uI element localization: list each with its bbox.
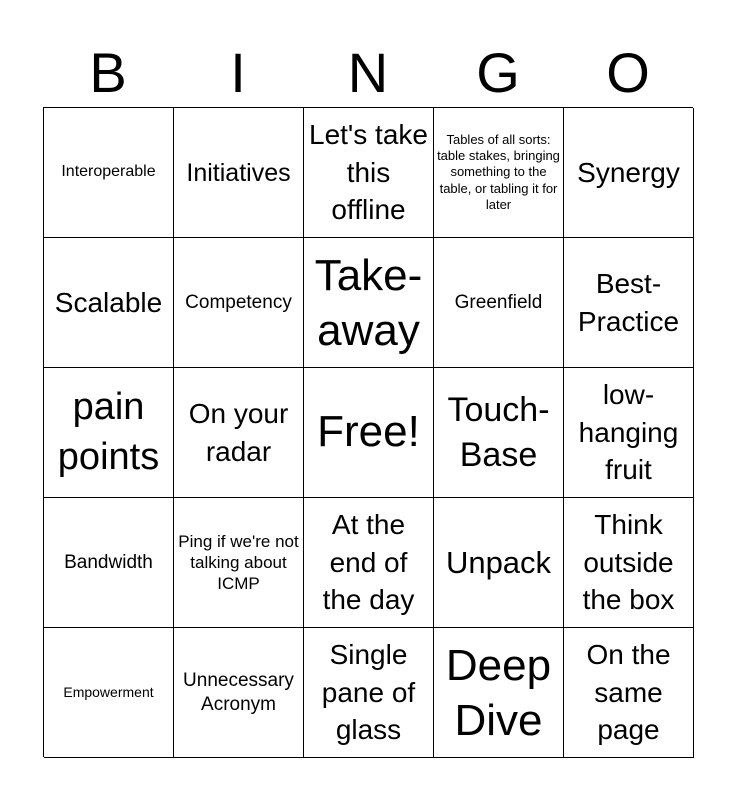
header-letter-g: G <box>476 41 520 104</box>
bingo-cell[interactable] <box>174 238 304 368</box>
cell-text: Bandwidth <box>64 551 153 573</box>
bingo-cell[interactable] <box>564 238 694 368</box>
bingo-cell[interactable] <box>44 108 174 238</box>
bingo-cell[interactable] <box>564 368 694 498</box>
bingo-cell[interactable] <box>434 108 564 238</box>
header-letter-o: O <box>606 41 650 104</box>
cell-text: Best-Practice <box>577 267 680 337</box>
bingo-cell[interactable] <box>44 498 174 628</box>
header-letter-i: I <box>230 41 246 104</box>
bingo-cell[interactable] <box>304 108 434 238</box>
cell-text: Deep Dive <box>445 640 552 745</box>
cell-text: Synergy <box>577 156 680 188</box>
cell-text: Touch-Base <box>447 391 550 474</box>
bingo-cell[interactable] <box>44 368 174 498</box>
cell-text: Tables of all sorts: table stakes, bringing something to the table, or tabling it for later <box>437 131 560 212</box>
header-letter-n: N <box>347 41 389 104</box>
bingo-cell[interactable] <box>434 498 564 628</box>
bingo-cell[interactable] <box>434 238 564 368</box>
cell-text: low-hanging fruit <box>578 378 679 486</box>
bingo-cell[interactable] <box>304 628 434 758</box>
cell-text: Greenfield <box>454 291 543 313</box>
free-space[interactable] <box>304 368 434 498</box>
bingo-cell[interactable] <box>434 368 564 498</box>
cell-text: On your radar <box>188 397 289 467</box>
cell-text: Single pane of glass <box>321 638 416 746</box>
bingo-cell[interactable] <box>564 498 694 628</box>
bingo-cell[interactable] <box>304 498 434 628</box>
cell-text: At the end of the day <box>322 508 415 616</box>
bingo-cell[interactable] <box>174 108 304 238</box>
bingo-cell[interactable] <box>304 238 434 368</box>
cell-text: Unpack <box>445 544 552 580</box>
cell-text: Think outside the box <box>582 508 675 616</box>
cell-text: Scalable <box>54 286 163 318</box>
bingo-cell[interactable] <box>564 628 694 758</box>
cell-text: Ping if we're not talking about ICMP <box>178 531 299 594</box>
bingo-cell[interactable] <box>174 498 304 628</box>
cell-text: pain points <box>57 386 160 478</box>
cell-text: Let's take this offline <box>309 118 428 226</box>
bingo-cell[interactable] <box>44 238 174 368</box>
bingo-cell[interactable] <box>174 368 304 498</box>
bingo-header <box>43 40 693 106</box>
bingo-cell[interactable] <box>174 628 304 758</box>
bingo-board <box>43 107 693 757</box>
cell-text: Initiatives <box>186 158 291 187</box>
cell-text: Take-away <box>314 250 423 355</box>
bingo-cell[interactable] <box>44 628 174 758</box>
cell-text: Empowerment <box>63 683 154 700</box>
cell-text: Interoperable <box>61 163 156 181</box>
cell-text: Competency <box>185 291 292 313</box>
cell-text: Unnecessary Acronym <box>183 669 294 715</box>
bingo-cell[interactable] <box>434 628 564 758</box>
header-letter-b: B <box>89 41 127 104</box>
cell-text: On the same page <box>586 638 671 746</box>
bingo-cell[interactable] <box>564 108 694 238</box>
free-space-text: Free! <box>317 407 420 457</box>
